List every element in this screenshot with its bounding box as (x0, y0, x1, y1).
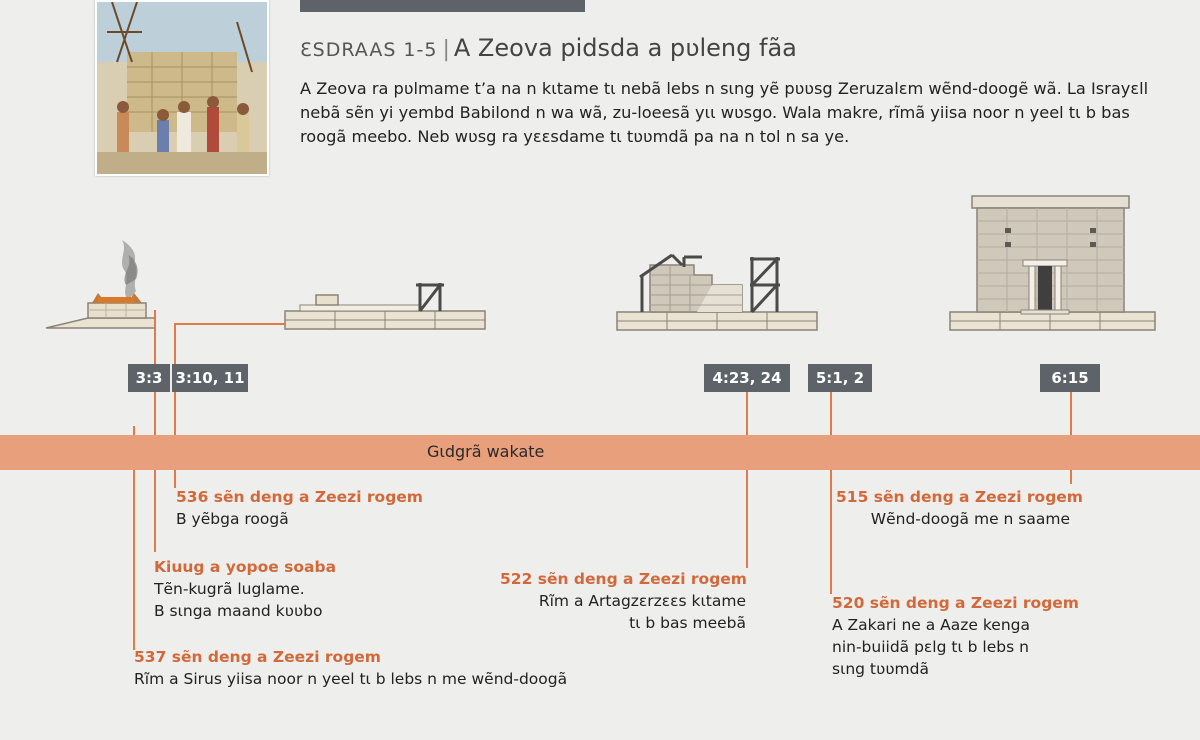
event-522 (500, 568, 746, 634)
event-text: Tẽn-kugrã luglame. B sɩnga maand kʋʋbo (154, 580, 323, 620)
event-520 (832, 592, 1079, 680)
opposition-period-label: Gɩdgrã wakate (427, 442, 545, 461)
temple-construction-picture (95, 0, 269, 176)
title-separator: | (442, 37, 450, 62)
event-heading: 522 sẽn deng a Zeezi rogem (500, 570, 747, 588)
event-text: B yẽbga roogã (176, 510, 289, 528)
event-text: Rĩm a Sirus yiisa noor n yeel tɩ b lebs n me wẽnd-doogã (134, 670, 568, 688)
intro-paragraph: A Zeova ra pʋlmame t’a na n kɩtame tɩ nebã lebs n sɩng yẽ pʋʋsg Zeruzalɛm wẽnd-doogẽ wã. La Israyɛll nebã sẽn yi yembd Babilond n wa wã, zu-loeesã yɩɩ wʋsgo. Wala makre, rĩmã yiisa noor n yeel tɩ b bas roogã meebo. Neb wʋsg ra yɛɛsdame tɩ tʋʋmdã pa na n tol n sa ye. (300, 79, 1149, 146)
opposition-period-band (0, 435, 1200, 470)
verse-marker-6-15: 6:15 (1040, 364, 1100, 392)
verse-marker-4-23-24: 4:23, 24 (704, 364, 790, 392)
foundation-icon (280, 278, 490, 334)
timeline-line-522 (746, 392, 748, 568)
connector-3-3 (154, 310, 156, 364)
timeline-line-seventh-month (154, 392, 156, 552)
event-text: Rĩm a Artagzɛrzɛɛs kɩtame tɩ b bas meebã (538, 592, 746, 632)
event-text: A Zakari ne a Aaze kenga nin-buiidã pɛlg tɩ b lebs n sɩng tʋʋmdã (832, 616, 1030, 678)
verse-marker-3-10-11: 3:10, 11 (172, 364, 248, 392)
event-heading: 536 sẽn deng a Zeezi rogem (176, 488, 423, 506)
event-heading: 537 sẽn deng a Zeezi rogem (134, 648, 381, 666)
timeline-line-520 (830, 392, 832, 594)
verse-marker-5-1-2: 5:1, 2 (808, 364, 872, 392)
title-text: A Zeova pidsda a pʋleng fãa (453, 34, 797, 62)
event-seventh-month (154, 556, 336, 622)
page-title (300, 34, 797, 62)
altar-icon (40, 225, 165, 335)
event-536 (176, 486, 423, 530)
event-537 (134, 646, 567, 690)
event-515 (836, 486, 1083, 530)
partial-wall-icon (612, 245, 822, 335)
connector-3-10-upper (174, 323, 176, 364)
bible-reference: ƐSDRAAS 1-5 (300, 39, 438, 61)
connector-3-10-top (174, 323, 286, 325)
top-bar (300, 0, 585, 12)
temple-icon (945, 190, 1160, 335)
event-heading: 515 sẽn deng a Zeezi rogem (836, 488, 1083, 506)
event-heading: Kiuug a yopoe soaba (154, 558, 337, 576)
verse-marker-3-3: 3:3 (128, 364, 170, 392)
event-text: Wẽnd-doogã me n saame (870, 510, 1070, 528)
event-heading: 520 sẽn deng a Zeezi rogem (832, 594, 1079, 612)
